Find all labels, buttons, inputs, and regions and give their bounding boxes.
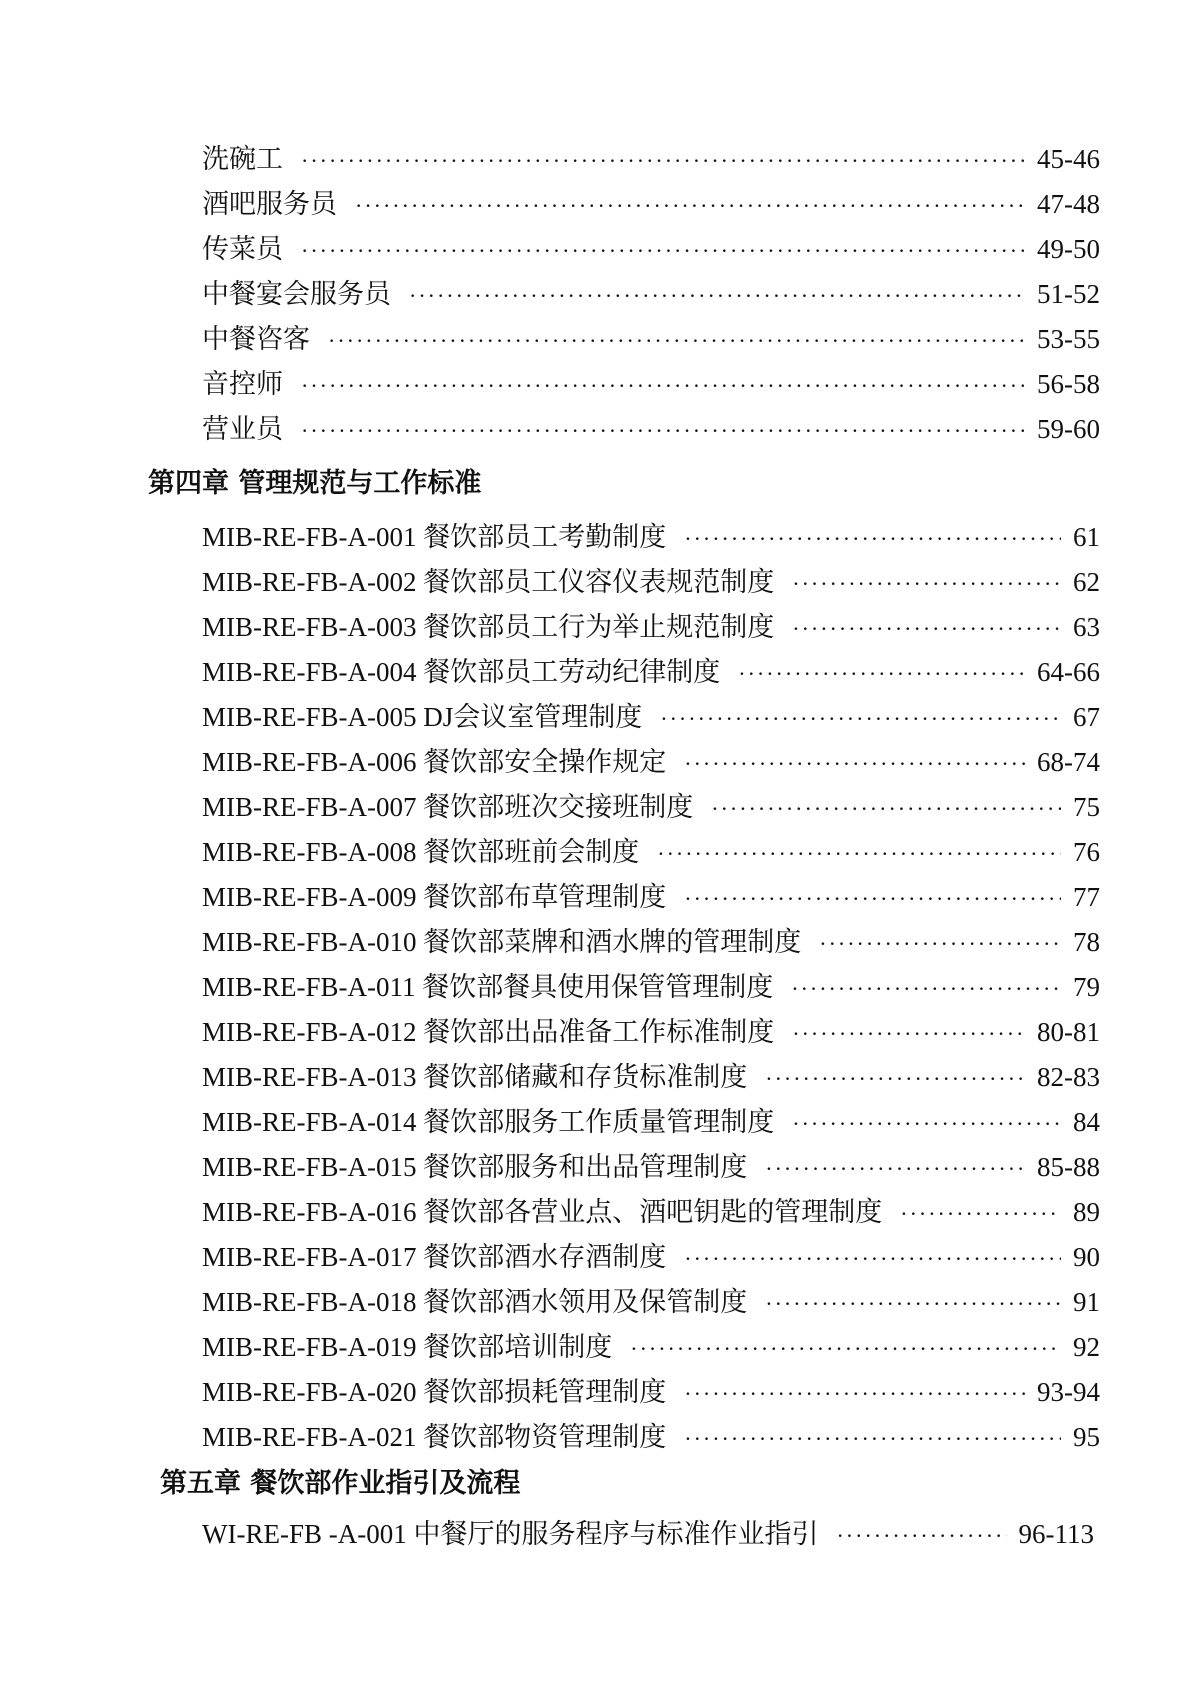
toc-entry	[202, 1325, 1100, 1369]
toc-entry	[202, 695, 1100, 739]
toc-entry	[202, 920, 1100, 964]
chapter-heading: 第四章 管理规范与工作标准	[148, 468, 482, 499]
dot-leader	[355, 184, 1025, 228]
toc-entry-pages: 84	[1073, 1107, 1100, 1137]
toc-entry	[202, 560, 1100, 604]
toc-entry-title: 中餐宴会服务员	[202, 279, 391, 309]
toc-entry-pages: 68-74	[1037, 747, 1100, 777]
toc-entry	[202, 515, 1100, 559]
toc-entry-pages: 77	[1073, 882, 1100, 912]
toc-entry-pages: 62	[1073, 567, 1100, 597]
dot-leader	[711, 787, 1061, 831]
toc-entry-pages: 78	[1073, 927, 1100, 957]
toc-entry	[202, 785, 1100, 829]
toc-entry	[202, 1415, 1100, 1459]
toc-entry-pages: 79	[1073, 972, 1100, 1002]
dot-leader	[301, 229, 1025, 273]
dot-leader	[684, 742, 1025, 786]
toc-entry-pages: 75	[1073, 792, 1100, 822]
toc-entry	[202, 830, 1100, 874]
toc-entry-title: MIB-RE-FB-A-018 餐饮部酒水领用及保管制度	[202, 1287, 748, 1317]
dot-leader	[684, 517, 1061, 561]
toc-entry-title: MIB-RE-FB-A-011 餐饮部餐具使用保管管理制度	[202, 972, 774, 1002]
toc-entry	[202, 1055, 1100, 1099]
toc-entry	[202, 740, 1100, 784]
dot-leader	[900, 1192, 1061, 1236]
dot-leader	[630, 1327, 1061, 1371]
toc-entry	[202, 407, 1100, 451]
toc-entry-title: WI-RE-FB -A-001 中餐厅的服务程序与标准作业指引	[202, 1519, 819, 1549]
toc-entry-title: 酒吧服务员	[202, 189, 337, 219]
toc-entry-title: MIB-RE-FB-A-016 餐饮部各营业点、酒吧钥匙的管理制度	[202, 1197, 883, 1227]
toc-entry-title: MIB-RE-FB-A-003 餐饮部员工行为举止规范制度	[202, 612, 775, 642]
toc-entry	[202, 1010, 1100, 1054]
toc-entry-pages: 76	[1073, 837, 1100, 867]
toc-entry-pages: 51-52	[1037, 279, 1100, 309]
dot-leader	[792, 1102, 1061, 1146]
dot-leader	[738, 652, 1025, 696]
toc-entry-title: MIB-RE-FB-A-008 餐饮部班前会制度	[202, 837, 640, 867]
toc-entry-pages: 67	[1073, 702, 1100, 732]
toc-entry-title: MIB-RE-FB-A-013 餐饮部储藏和存货标准制度	[202, 1062, 748, 1092]
dot-leader	[792, 607, 1061, 651]
toc-entry-pages: 61	[1073, 522, 1100, 552]
dot-leader	[684, 1372, 1025, 1416]
toc-entry	[202, 1370, 1100, 1414]
dot-leader	[657, 832, 1061, 876]
toc-entry-pages: 95	[1073, 1422, 1100, 1452]
toc-entry-pages: 63	[1073, 612, 1100, 642]
toc-entry-title: MIB-RE-FB-A-014 餐饮部服务工作质量管理制度	[202, 1107, 775, 1137]
toc-entry-pages: 90	[1073, 1242, 1100, 1272]
toc-entry	[202, 362, 1100, 406]
toc-entry-pages: 82-83	[1037, 1062, 1100, 1092]
toc-entry-title: MIB-RE-FB-A-015 餐饮部服务和出品管理制度	[202, 1152, 748, 1182]
toc-entry-pages: 47-48	[1037, 189, 1100, 219]
toc-entry-title: MIB-RE-FB-A-020 餐饮部损耗管理制度	[202, 1377, 667, 1407]
toc-entry-pages: 85-88	[1037, 1152, 1100, 1182]
toc-entry-title: MIB-RE-FB-A-006 餐饮部安全操作规定	[202, 747, 667, 777]
toc-entry-title: MIB-RE-FB-A-001 餐饮部员工考勤制度	[202, 522, 667, 552]
toc-entry-title: MIB-RE-FB-A-021 餐饮部物资管理制度	[202, 1422, 667, 1452]
toc-entry	[202, 1280, 1100, 1324]
toc-entry-pages: 59-60	[1037, 414, 1100, 444]
toc-entry	[202, 1100, 1100, 1144]
toc-entry-pages: 56-58	[1037, 369, 1100, 399]
toc-entry-pages: 89	[1073, 1197, 1100, 1227]
toc-entry	[202, 605, 1100, 649]
chapter-heading: 第五章 餐饮部作业指引及流程	[160, 1468, 521, 1499]
toc-entry	[202, 272, 1100, 316]
toc-entry	[202, 317, 1100, 361]
dot-leader	[684, 1417, 1061, 1461]
toc-entry-title: 中餐咨客	[202, 324, 310, 354]
toc-entry	[202, 182, 1100, 226]
toc-entry-title: MIB-RE-FB-A-017 餐饮部酒水存酒制度	[202, 1242, 667, 1272]
toc-entry-title: MIB-RE-FB-A-019 餐饮部培训制度	[202, 1332, 613, 1362]
toc-entry-title: MIB-RE-FB-A-007 餐饮部班次交接班制度	[202, 792, 694, 822]
toc-entry-pages: 53-55	[1037, 324, 1100, 354]
toc-entry-title: MIB-RE-FB-A-005 DJ会议室管理制度	[202, 702, 643, 732]
toc-entry-title: 音控师	[202, 369, 283, 399]
dot-leader	[836, 1514, 1006, 1558]
dot-leader	[792, 562, 1061, 606]
toc-entry-title: 营业员	[202, 414, 283, 444]
toc-entry	[202, 650, 1100, 694]
dot-leader	[819, 922, 1061, 966]
dot-leader	[409, 274, 1025, 318]
dot-leader	[765, 1282, 1061, 1326]
dot-leader	[684, 1237, 1061, 1281]
toc-entry-title: 洗碗工	[202, 144, 283, 174]
dot-leader	[792, 1012, 1025, 1056]
toc-entry-title: MIB-RE-FB-A-009 餐饮部布草管理制度	[202, 882, 667, 912]
toc-entry	[202, 1190, 1100, 1234]
toc-entry	[202, 227, 1100, 271]
toc-entry-title: MIB-RE-FB-A-012 餐饮部出品准备工作标准制度	[202, 1017, 775, 1047]
dot-leader	[660, 697, 1061, 741]
dot-leader	[301, 139, 1025, 183]
toc-entry-pages: 93-94	[1037, 1377, 1100, 1407]
toc-entry	[202, 875, 1100, 919]
dot-leader	[765, 1057, 1025, 1101]
toc-entry-title: MIB-RE-FB-A-010 餐饮部菜牌和酒水牌的管理制度	[202, 927, 802, 957]
toc-entry	[202, 137, 1100, 181]
dot-leader	[328, 319, 1025, 363]
toc-entry-title: MIB-RE-FB-A-002 餐饮部员工仪容仪表规范制度	[202, 567, 775, 597]
toc-entry-pages: 64-66	[1037, 657, 1100, 687]
toc-entry	[202, 1235, 1100, 1279]
toc-entry-pages: 92	[1073, 1332, 1100, 1362]
toc-entry-title: MIB-RE-FB-A-004 餐饮部员工劳动纪律制度	[202, 657, 721, 687]
toc-entry	[202, 965, 1100, 1009]
dot-leader	[301, 364, 1025, 408]
toc-entry-pages: 45-46	[1037, 144, 1100, 174]
toc-entry-pages: 96-113	[1018, 1519, 1094, 1549]
dot-leader	[791, 967, 1061, 1011]
dot-leader	[765, 1147, 1025, 1191]
toc-entry-pages: 91	[1073, 1287, 1100, 1317]
toc-entry-title: 传菜员	[202, 234, 283, 264]
toc-entry	[202, 1145, 1100, 1189]
toc-entry-pages: 49-50	[1037, 234, 1100, 264]
toc-entry	[202, 1512, 1094, 1556]
toc-entry-pages: 80-81	[1037, 1017, 1100, 1047]
dot-leader	[301, 409, 1025, 453]
dot-leader	[684, 877, 1061, 921]
